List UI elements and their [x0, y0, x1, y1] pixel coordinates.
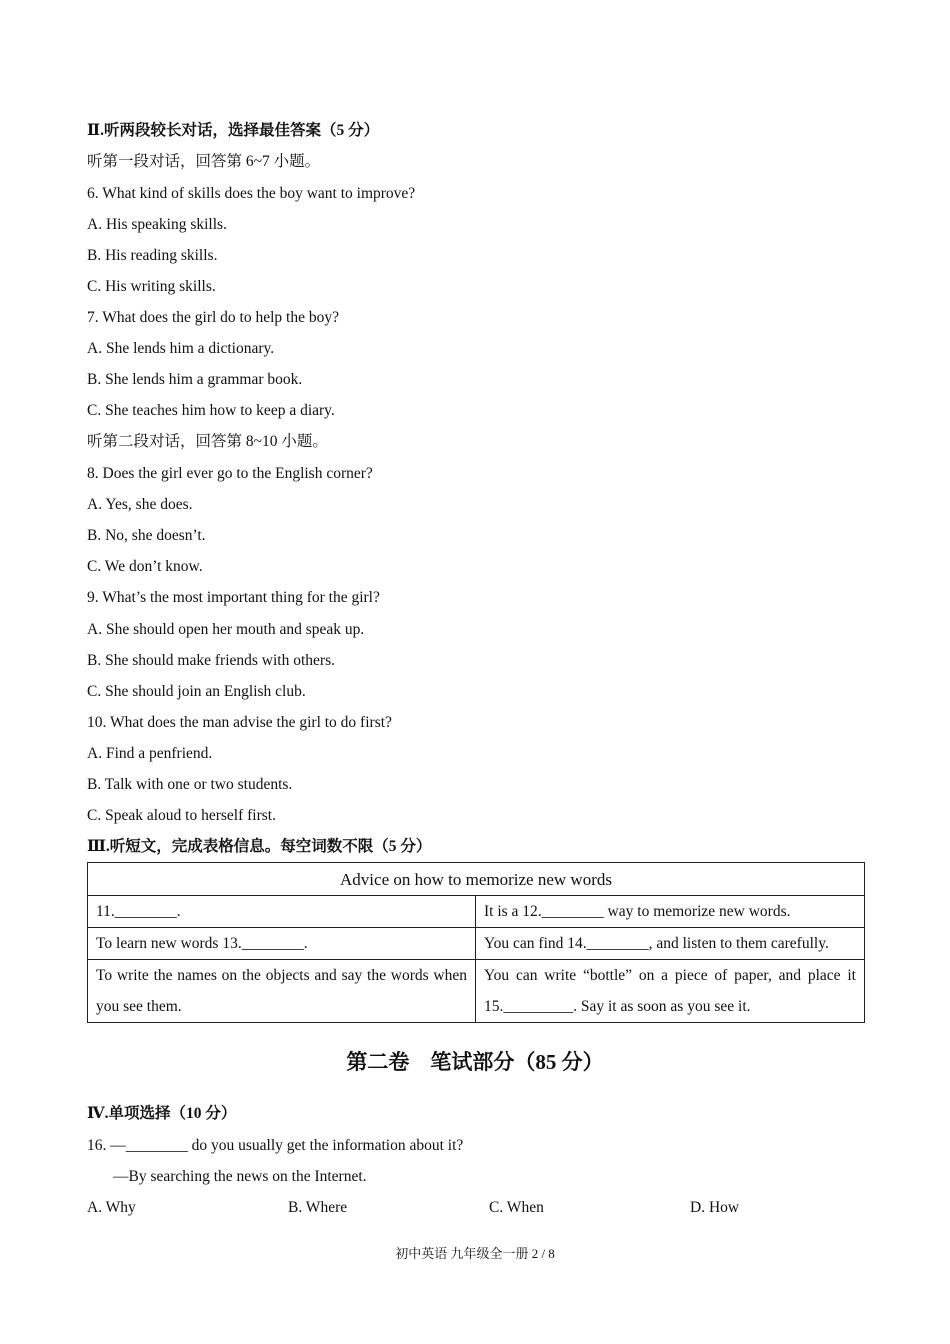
question-9-option-c: C. She should join an English club.: [87, 683, 306, 700]
section-3-title: Ⅲ.听短文，完成表格信息。每空词数不限（5 分）: [87, 838, 432, 855]
question-8-option-c: C. We don’t know.: [87, 558, 203, 575]
question-6-option-b: B. His reading skills.: [87, 247, 218, 264]
question-6: 6. What kind of skills does the boy want to improve?: [87, 185, 416, 202]
question-7-option-a: A. She lends him a dictionary.: [87, 340, 275, 357]
table-cell: You can find 14.________, and listen to them carefully.: [476, 928, 865, 960]
table-row: [88, 928, 865, 960]
table-row: [88, 960, 865, 1023]
table-cell: To write the names on the objects and say the words when you see them.: [88, 960, 476, 1023]
question-9: 9. What’s the most important thing for the girl?: [87, 589, 380, 606]
question-10-option-a: A. Find a penfriend.: [87, 745, 213, 762]
question-16-option-b: B. Where: [288, 1199, 348, 1216]
question-10-option-b: B. Talk with one or two students.: [87, 776, 293, 793]
question-16: 16. —________ do you usually get the information about it?: [87, 1137, 464, 1154]
table-header-row: [88, 863, 865, 896]
question-6-option-a: A. His speaking skills.: [87, 216, 227, 233]
question-8: 8. Does the girl ever go to the English corner?: [87, 465, 373, 482]
question-10: 10. What does the man advise the girl to do first?: [87, 714, 392, 731]
table-header: Advice on how to memorize new words: [88, 863, 865, 896]
question-16-option-d: D. How: [690, 1199, 740, 1216]
question-7: 7. What does the girl do to help the boy?: [87, 309, 339, 326]
question-7-option-c: C. She teaches him how to keep a diary.: [87, 402, 335, 419]
question-8-option-a: A. Yes, she does.: [87, 496, 193, 513]
part-2-title: 第二卷 笔试部分（85 分）: [346, 1050, 604, 1074]
section-4-title: Ⅳ.单项选择（10 分）: [87, 1105, 237, 1122]
question-16-option-c: C. When: [489, 1199, 544, 1216]
question-7-option-b: B. She lends him a grammar book.: [87, 371, 303, 388]
table-cell: You can write “bottle” on a piece of paper, and place it 15._________. Say it as soon as you see it.: [476, 960, 865, 1023]
dialog-1-note: 听第一段对话，回答第 6~7 小题。: [87, 153, 321, 170]
question-10-option-c: C. Speak aloud to herself first.: [87, 807, 276, 824]
question-9-option-a: A. She should open her mouth and speak up.: [87, 621, 365, 638]
question-16-answer-line: —By searching the news on the Internet.: [113, 1168, 367, 1185]
question-9-option-b: B. She should make friends with others.: [87, 652, 335, 669]
table-cell: To learn new words 13.________.: [88, 928, 476, 960]
table-row: [88, 896, 865, 928]
dialog-2-note: 听第二段对话，回答第 8~10 小题。: [87, 433, 328, 450]
question-6-option-c: C. His writing skills.: [87, 278, 216, 295]
question-16-option-a: A. Why: [87, 1199, 136, 1216]
table-cell: It is a 12.________ way to memorize new words.: [476, 896, 865, 928]
question-8-option-b: B. No, she doesn’t.: [87, 527, 206, 544]
advice-table: [87, 862, 865, 1023]
page-footer: 初中英语 九年级全一册 2 / 8: [395, 1246, 555, 1261]
section-2-title: Ⅱ.听两段较长对话，选择最佳答案（5 分）: [87, 122, 380, 139]
table-cell: 11.________.: [88, 896, 476, 928]
